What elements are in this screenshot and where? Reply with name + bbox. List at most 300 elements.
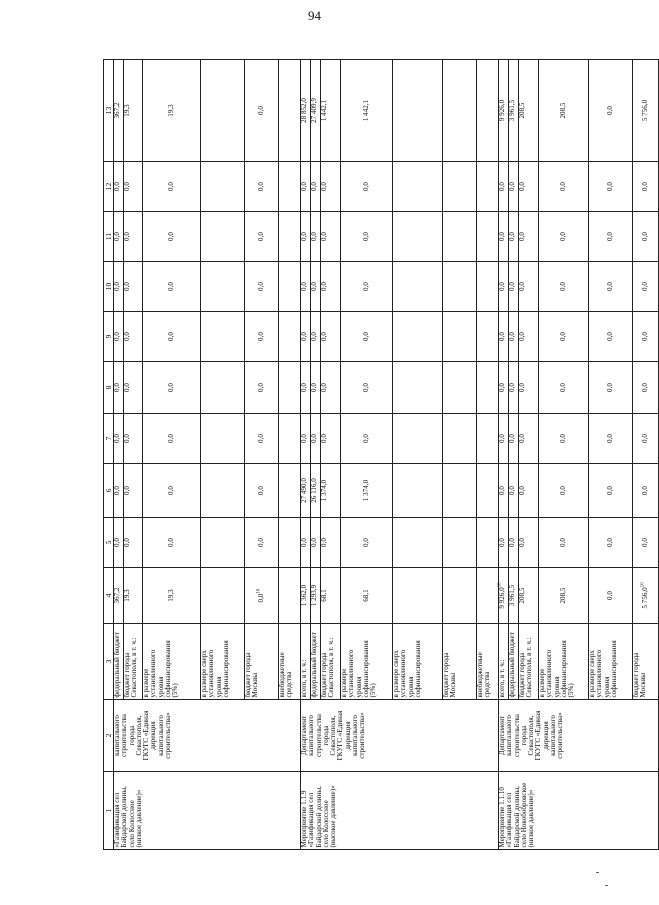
value-text: 0,0 [320, 182, 329, 191]
value-cell [392, 518, 442, 568]
value-cell [320, 60, 340, 162]
value-text: 0,0 [310, 182, 319, 191]
value-text: 0,0 [518, 182, 527, 191]
value-text: 0,0 [300, 182, 309, 191]
value-text: 0,0 [123, 282, 132, 291]
value-text: 0,0 [640, 486, 649, 495]
value-text: 0,0 [123, 332, 132, 341]
value-cell [588, 312, 632, 362]
value-cell [632, 262, 658, 312]
value-text: 0,0 [256, 538, 265, 547]
value-cell [310, 262, 320, 312]
value-text: 208,5 [518, 587, 527, 604]
value-text: 0,0 [518, 538, 527, 547]
value-text: 1 374,0 [361, 479, 370, 502]
value-cell [113, 362, 123, 414]
executor-cell: Департамент капитального строительства города Севастополя, ГКУГС «Единая дирекция капитального строительства» [498, 700, 658, 772]
value-cell [320, 362, 340, 414]
value-cell [300, 464, 310, 518]
value-cell [300, 312, 310, 362]
value-text: 0,0 [300, 538, 309, 547]
value-cell [320, 518, 340, 568]
value-text: 9 926,0 [498, 99, 507, 122]
value-text: 0,0 [256, 106, 265, 115]
value-text: 0,0 [640, 538, 649, 547]
value-cell [320, 568, 340, 624]
executor-cell: Департамент капитального строительства города Севастополя, ГКУГС «Единая дирекция капитального строительства» [300, 700, 498, 772]
value-text: 1 293,9 [310, 584, 319, 607]
value-cell [244, 464, 278, 518]
footnote-marker: 10 [497, 582, 503, 588]
value-text: 367,2 [113, 102, 122, 119]
value-cell [142, 312, 200, 362]
value-cell [588, 362, 632, 414]
value-cell [113, 162, 123, 212]
value-text: 0,0 [518, 434, 527, 443]
value-text: 0,0 [361, 232, 370, 241]
funding-source-cell: в размере установленного уровня софинансирования (5%) [142, 624, 200, 700]
value-cell [340, 212, 392, 262]
table-row [498, 60, 508, 850]
value-cell [518, 212, 538, 262]
value-text: 0,0 [508, 486, 517, 495]
value-text: 0,0 [498, 232, 507, 241]
value-cell [538, 212, 588, 262]
value-cell [538, 312, 588, 362]
value-text: 0,0 [113, 282, 122, 291]
value-cell [123, 312, 142, 362]
value-cell [442, 518, 476, 568]
value-text: 0,0 [113, 232, 122, 241]
value-text: 0,0 [640, 332, 649, 341]
value-text: 0,0 [605, 591, 614, 600]
funding-source-cell: в размере сверх установленного уровня софинансирования [392, 624, 442, 700]
value-cell [498, 162, 508, 212]
value-text: 0,0 [310, 383, 319, 392]
value-cell [518, 312, 538, 362]
funding-source-cell: федеральный бюджет [113, 624, 123, 700]
value-cell [278, 162, 300, 212]
value-cell [588, 464, 632, 518]
value-text: 208,5 [518, 102, 527, 119]
value-cell [113, 262, 123, 312]
value-cell [320, 162, 340, 212]
value-cell [538, 262, 588, 312]
value-cell [538, 464, 588, 518]
value-cell [588, 262, 632, 312]
value-cell [244, 60, 278, 162]
value-text: 0,0 [166, 486, 175, 495]
value-cell [123, 464, 142, 518]
value-cell [142, 262, 200, 312]
value-text: 0,0 [320, 434, 329, 443]
value-text: 0,0 [256, 282, 265, 291]
value-cell [113, 60, 123, 162]
value-cell [632, 464, 658, 518]
value-cell [310, 362, 320, 414]
value-cell [113, 464, 123, 518]
value-text: 0,0 [640, 232, 649, 241]
value-text: 0,0 [166, 434, 175, 443]
value-cell [200, 568, 244, 624]
value-text: 0,0 [508, 538, 517, 547]
value-text: 0,0 [166, 282, 175, 291]
value-cell [320, 212, 340, 262]
value-text: 0,0 [558, 182, 567, 191]
value-cell [632, 518, 658, 568]
value-cell [392, 262, 442, 312]
value-text: 1 362,0 [300, 584, 309, 607]
value-cell [300, 568, 310, 624]
value-cell [518, 518, 538, 568]
value-text: 0,0 [498, 282, 507, 291]
value-cell [588, 162, 632, 212]
value-cell [498, 362, 508, 414]
col-header: 4 [104, 568, 114, 624]
budget-table [103, 59, 659, 850]
value-cell [300, 414, 310, 464]
value-text: 0,0 [558, 486, 567, 495]
funding-source-cell: всего, в т. ч.: [498, 624, 508, 700]
value-text: 0,0 [361, 434, 370, 443]
value-cell [200, 212, 244, 262]
value-text: 0,0 [166, 332, 175, 341]
value-cell [340, 60, 392, 162]
value-text: 0,0 [508, 182, 517, 191]
value-cell [244, 568, 278, 624]
value-cell [340, 262, 392, 312]
executor-cell: капитального строительства города Севастополя, ГКУГС «Единая дирекция капитального строительства» [113, 700, 300, 772]
value-cell [442, 262, 476, 312]
value-text: 0,0 [605, 486, 614, 495]
value-text: 19,3 [166, 589, 175, 602]
value-cell [200, 162, 244, 212]
value-cell [320, 464, 340, 518]
scan-speck [605, 885, 608, 886]
value-cell [518, 162, 538, 212]
value-text: 0,0 [113, 486, 122, 495]
value-cell [508, 464, 518, 518]
funding-source-cell: бюджет города Севастополя, в т. ч.: [320, 624, 340, 700]
value-text: 0,0 [498, 182, 507, 191]
value-cell [310, 518, 320, 568]
value-text: 0,0 [558, 282, 567, 291]
column-number-row [104, 60, 114, 850]
value-cell [200, 362, 244, 414]
value-text: 0,0 [498, 383, 507, 392]
value-cell [632, 162, 658, 212]
value-text: 0,0 [320, 282, 329, 291]
value-text: 0,0 [605, 182, 614, 191]
value-text: 0,0 [256, 383, 265, 392]
value-cell [476, 568, 498, 624]
col-header: 3 [104, 624, 114, 700]
value-text: 0,0 [518, 232, 527, 241]
col-header: 2 [104, 700, 114, 772]
footnote-marker: 10 [256, 588, 262, 594]
value-cell [142, 162, 200, 212]
value-cell [340, 518, 392, 568]
value-cell [632, 212, 658, 262]
funding-source-cell: федеральный бюджет [310, 624, 320, 700]
value-text: 0,0 [113, 182, 122, 191]
value-cell [508, 312, 518, 362]
value-cell [498, 568, 508, 624]
value-text: 0,0 [123, 486, 132, 495]
value-text: 0,0 [166, 182, 175, 191]
value-cell [508, 212, 518, 262]
value-text: 0,0 [256, 593, 265, 603]
value-cell [442, 162, 476, 212]
value-text: 0,0 [498, 538, 507, 547]
col-header: 1 [104, 772, 114, 850]
value-cell [278, 362, 300, 414]
value-cell [142, 60, 200, 162]
value-text: 0,0 [508, 434, 517, 443]
value-cell [476, 162, 498, 212]
value-cell [278, 464, 300, 518]
value-cell [123, 212, 142, 262]
scan-speck [596, 872, 599, 873]
funding-source-cell: бюджет города Москвы [632, 624, 658, 700]
funding-source-cell: бюджет города Москвы [442, 624, 476, 700]
value-text: 0,0 [256, 182, 265, 191]
value-cell [200, 312, 244, 362]
value-cell [498, 464, 508, 518]
value-text: 0,0 [166, 232, 175, 241]
value-text: 0,0 [361, 282, 370, 291]
value-text: 0,0 [558, 538, 567, 547]
value-text: 0,0 [605, 434, 614, 443]
value-cell [142, 518, 200, 568]
value-text: 0,0 [498, 332, 507, 341]
value-cell [442, 212, 476, 262]
value-text: 0,0 [518, 383, 527, 392]
value-text: 0,0 [256, 434, 265, 443]
value-text: 0,0 [640, 434, 649, 443]
value-text: 0,0 [498, 434, 507, 443]
value-cell [278, 212, 300, 262]
value-cell [244, 414, 278, 464]
value-cell [340, 568, 392, 624]
col-header: 11 [104, 212, 114, 262]
value-text: 0,0 [310, 332, 319, 341]
value-cell [518, 464, 538, 518]
col-header: 7 [104, 414, 114, 464]
value-cell [340, 362, 392, 414]
value-cell [518, 362, 538, 414]
value-cell [278, 60, 300, 162]
value-cell [113, 212, 123, 262]
value-cell [142, 464, 200, 518]
value-text: 0,0 [166, 538, 175, 547]
value-cell [392, 212, 442, 262]
page-number: 94 [308, 8, 321, 23]
value-cell [442, 464, 476, 518]
value-cell [538, 414, 588, 464]
value-cell [632, 414, 658, 464]
value-cell [300, 162, 310, 212]
value-cell [538, 162, 588, 212]
value-cell [340, 464, 392, 518]
value-cell [476, 414, 498, 464]
value-cell [200, 414, 244, 464]
value-text: 5 756,0 [640, 587, 649, 609]
value-cell [476, 262, 498, 312]
value-cell [498, 60, 508, 162]
value-text: 9 926,0 [498, 587, 507, 609]
value-cell [142, 362, 200, 414]
value-cell [538, 518, 588, 568]
value-cell [588, 60, 632, 162]
value-text: 367,2 [113, 587, 122, 604]
table-row [113, 60, 123, 850]
value-cell [123, 262, 142, 312]
value-cell [310, 60, 320, 162]
value-text: 0,0 [310, 434, 319, 443]
value-text: 0,0 [256, 486, 265, 495]
value-cell [340, 414, 392, 464]
value-cell [113, 518, 123, 568]
value-cell [538, 362, 588, 414]
value-text: 19,3 [166, 104, 175, 117]
value-cell [278, 262, 300, 312]
value-text: 0,0 [640, 383, 649, 392]
value-text: 0,0 [320, 383, 329, 392]
value-cell [392, 414, 442, 464]
value-text: 0,0 [113, 383, 122, 392]
value-cell [392, 362, 442, 414]
value-cell [392, 464, 442, 518]
rotated-table-frame [103, 60, 649, 850]
value-cell [113, 312, 123, 362]
value-text: 0,0 [558, 232, 567, 241]
col-header: 6 [104, 464, 114, 518]
value-text: 0,0 [640, 182, 649, 191]
funding-source-cell: внебюджетные средства [476, 624, 498, 700]
col-header: 5 [104, 518, 114, 568]
value-cell [498, 212, 508, 262]
value-cell [632, 568, 658, 624]
value-text: 0,0 [518, 282, 527, 291]
value-cell [244, 362, 278, 414]
value-text: 0,0 [300, 232, 309, 241]
value-text: 0,0 [300, 332, 309, 341]
value-cell [200, 60, 244, 162]
value-cell [632, 362, 658, 414]
value-cell [142, 568, 200, 624]
value-text: 0,0 [320, 538, 329, 547]
value-text: 0,0 [123, 182, 132, 191]
value-cell [442, 568, 476, 624]
value-text: 0,0 [558, 383, 567, 392]
value-cell [244, 162, 278, 212]
value-cell [123, 414, 142, 464]
value-text: 208,5 [558, 102, 567, 119]
measure-name-cell: Мероприятие 1.1.9 «Газификация сел Байдарской долины, село Колоссное (высокое давление)» [300, 772, 498, 850]
value-text: 1 442,1 [320, 99, 329, 122]
value-cell [310, 414, 320, 464]
value-text: 0,0 [113, 538, 122, 547]
funding-source-cell: всего, в т. ч.: [300, 624, 310, 700]
value-text: 0,0 [605, 332, 614, 341]
funding-source-cell: бюджет города Севастополя, в т. ч.: [518, 624, 538, 700]
value-text: 0,0 [361, 383, 370, 392]
table-body [113, 60, 658, 850]
value-cell [300, 60, 310, 162]
value-text: 0,0 [361, 332, 370, 341]
value-text: 68,1 [320, 589, 329, 602]
measure-name-cell: «Газификация сел Байдарской долины, село Колоссное (низкое давление)» [113, 772, 300, 850]
value-text: 3 961,5 [508, 584, 517, 607]
value-cell [200, 464, 244, 518]
value-text: 0,0 [508, 332, 517, 341]
value-text: 0,0 [123, 383, 132, 392]
value-text: 27 490,0 [300, 478, 309, 503]
value-text: 0,0 [320, 332, 329, 341]
value-cell [508, 414, 518, 464]
value-cell [142, 212, 200, 262]
value-text: 0,0 [605, 282, 614, 291]
value-cell [392, 162, 442, 212]
value-text: 0,0 [300, 282, 309, 291]
value-cell [476, 464, 498, 518]
col-header: 12 [104, 162, 114, 212]
col-header: 13 [104, 60, 114, 162]
value-cell [442, 362, 476, 414]
value-text: 19,3 [123, 589, 132, 602]
value-text: 0,0 [113, 332, 122, 341]
value-cell [508, 518, 518, 568]
value-text: 0,0 [123, 232, 132, 241]
value-text: 0,0 [605, 383, 614, 392]
col-header: 9 [104, 312, 114, 362]
value-cell [310, 568, 320, 624]
value-text: 0,0 [605, 232, 614, 241]
value-text: 0,0 [508, 282, 517, 291]
value-cell [278, 568, 300, 624]
value-text: 0,0 [320, 232, 329, 241]
value-text: 0,0 [123, 538, 132, 547]
value-text: 1 442,1 [361, 99, 370, 122]
value-cell [200, 518, 244, 568]
value-cell [508, 60, 518, 162]
funding-source-cell: в размере установленного уровня софинансирования (5%) [538, 624, 588, 700]
value-cell [300, 212, 310, 262]
value-text: 0,0 [518, 332, 527, 341]
value-text: 0,0 [310, 232, 319, 241]
value-cell [518, 414, 538, 464]
value-cell [498, 312, 508, 362]
value-cell [498, 518, 508, 568]
value-text: 0,0 [300, 434, 309, 443]
value-cell [320, 262, 340, 312]
value-cell [508, 568, 518, 624]
value-cell [113, 414, 123, 464]
value-cell [244, 518, 278, 568]
value-text: 0,0 [361, 538, 370, 547]
value-cell [278, 518, 300, 568]
funding-source-cell: в размере сверх установленного уровня софинансирования [588, 624, 632, 700]
value-text: 0,0 [508, 232, 517, 241]
value-cell [518, 262, 538, 312]
funding-source-cell: бюджет города Москвы [244, 624, 278, 700]
value-cell [300, 518, 310, 568]
value-text: 19,3 [123, 104, 132, 117]
value-cell [142, 414, 200, 464]
value-text: 27 409,9 [310, 98, 319, 123]
value-text: 5 756,0 [640, 99, 649, 122]
